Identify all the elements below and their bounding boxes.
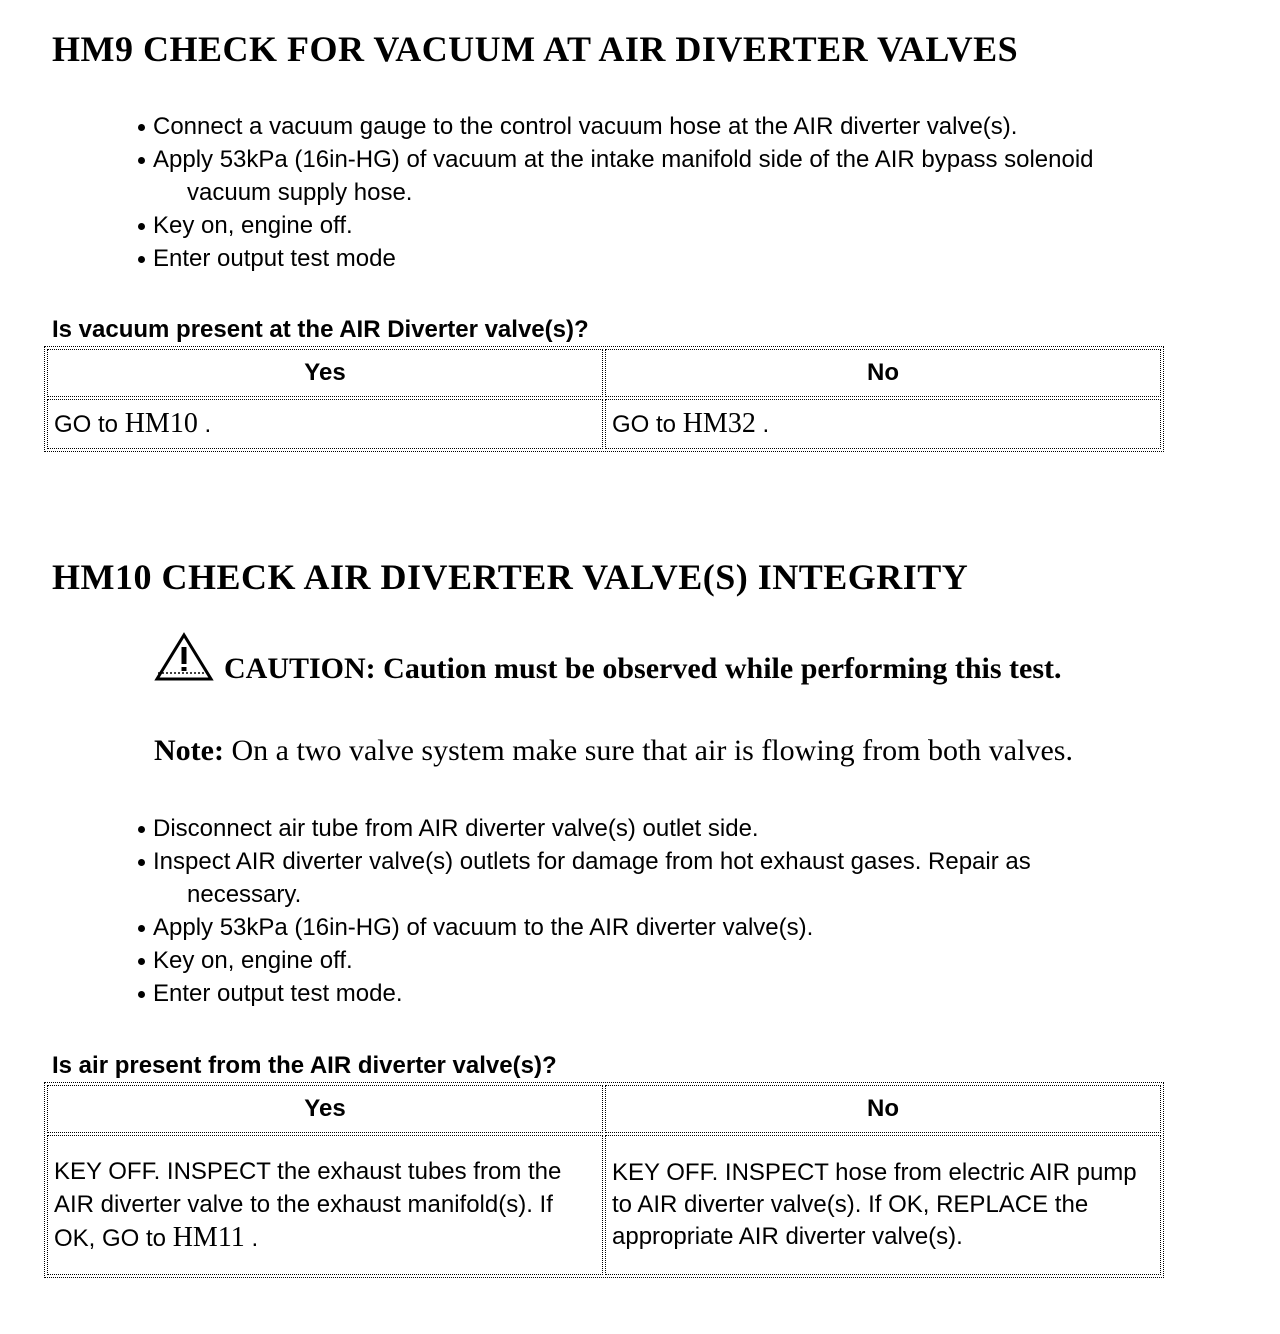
bullet-icon xyxy=(138,859,145,866)
hm9-title: HM9 CHECK FOR VACUUM AT AIR DIVERTER VALVES xyxy=(52,29,1019,69)
list-item: Apply 53kPa (16in-HG) of vacuum at the intake manifold side of the AIR bypass solenoid vacuum supply hose. xyxy=(136,143,1094,209)
yes-header: Yes xyxy=(47,1085,603,1133)
hm10-question: Is air present from the AIR diverter valve(s)? xyxy=(52,1052,557,1079)
list-item: Enter output test mode xyxy=(136,242,1094,275)
list-item: Key on, engine off. xyxy=(136,944,1031,977)
note-label: Note: xyxy=(154,734,224,767)
note-message: Note: On a two valve system make sure that air is flowing from both valves. xyxy=(154,734,1073,767)
no-header: No xyxy=(605,1085,1161,1133)
hm10-title: HM10 CHECK AIR DIVERTER VALVE(S) INTEGRITY xyxy=(52,557,969,597)
yes-header: Yes xyxy=(47,349,603,397)
yes-cell: GO to HM10 . xyxy=(47,399,603,449)
hm32-link[interactable]: HM32 xyxy=(682,408,756,439)
list-item: Inspect AIR diverter valve(s) outlets for damage from hot exhaust gases. Repair as necessary. xyxy=(136,845,1031,911)
no-header: No xyxy=(605,349,1161,397)
list-item: Key on, engine off. xyxy=(136,209,1094,242)
hm9-answer-table xyxy=(44,346,1164,452)
caution-message: CAUTION: Caution must be observed while performing this test. xyxy=(154,632,1061,686)
hm9-step-list xyxy=(136,110,1094,275)
bullet-icon xyxy=(138,223,145,230)
warning-icon xyxy=(154,632,214,682)
bullet-icon xyxy=(138,958,145,965)
bullet-icon xyxy=(138,157,145,164)
list-item: Enter output test mode. xyxy=(136,977,1031,1010)
hm10-link[interactable]: HM10 xyxy=(124,408,198,439)
bullet-icon xyxy=(138,256,145,263)
bullet-icon xyxy=(138,124,145,131)
hm10-step-list xyxy=(136,812,1031,1010)
list-item: Connect a vacuum gauge to the control vacuum hose at the AIR diverter valve(s). xyxy=(136,110,1094,143)
list-item: Apply 53kPa (16in-HG) of vacuum to the AIR diverter valve(s). xyxy=(136,911,1031,944)
hm9-question: Is vacuum present at the AIR Diverter valve(s)? xyxy=(52,316,589,343)
bullet-icon xyxy=(138,925,145,932)
list-item: Disconnect air tube from AIR diverter valve(s) outlet side. xyxy=(136,812,1031,845)
no-cell: GO to HM32 . xyxy=(605,399,1161,449)
hm10-answer-table xyxy=(44,1082,1164,1278)
bullet-icon xyxy=(138,991,145,998)
yes-cell: KEY OFF. INSPECT the exhaust tubes from the AIR diverter valve to the exhaust manifold(s). If OK, GO to HM11 . xyxy=(47,1135,603,1275)
hm11-link[interactable]: HM11 xyxy=(172,1222,245,1253)
bullet-icon xyxy=(138,826,145,833)
no-cell: KEY OFF. INSPECT hose from electric AIR pump to AIR diverter valve(s). If OK, REPLACE the appropriate AIR diverter valve(s). xyxy=(605,1135,1161,1275)
